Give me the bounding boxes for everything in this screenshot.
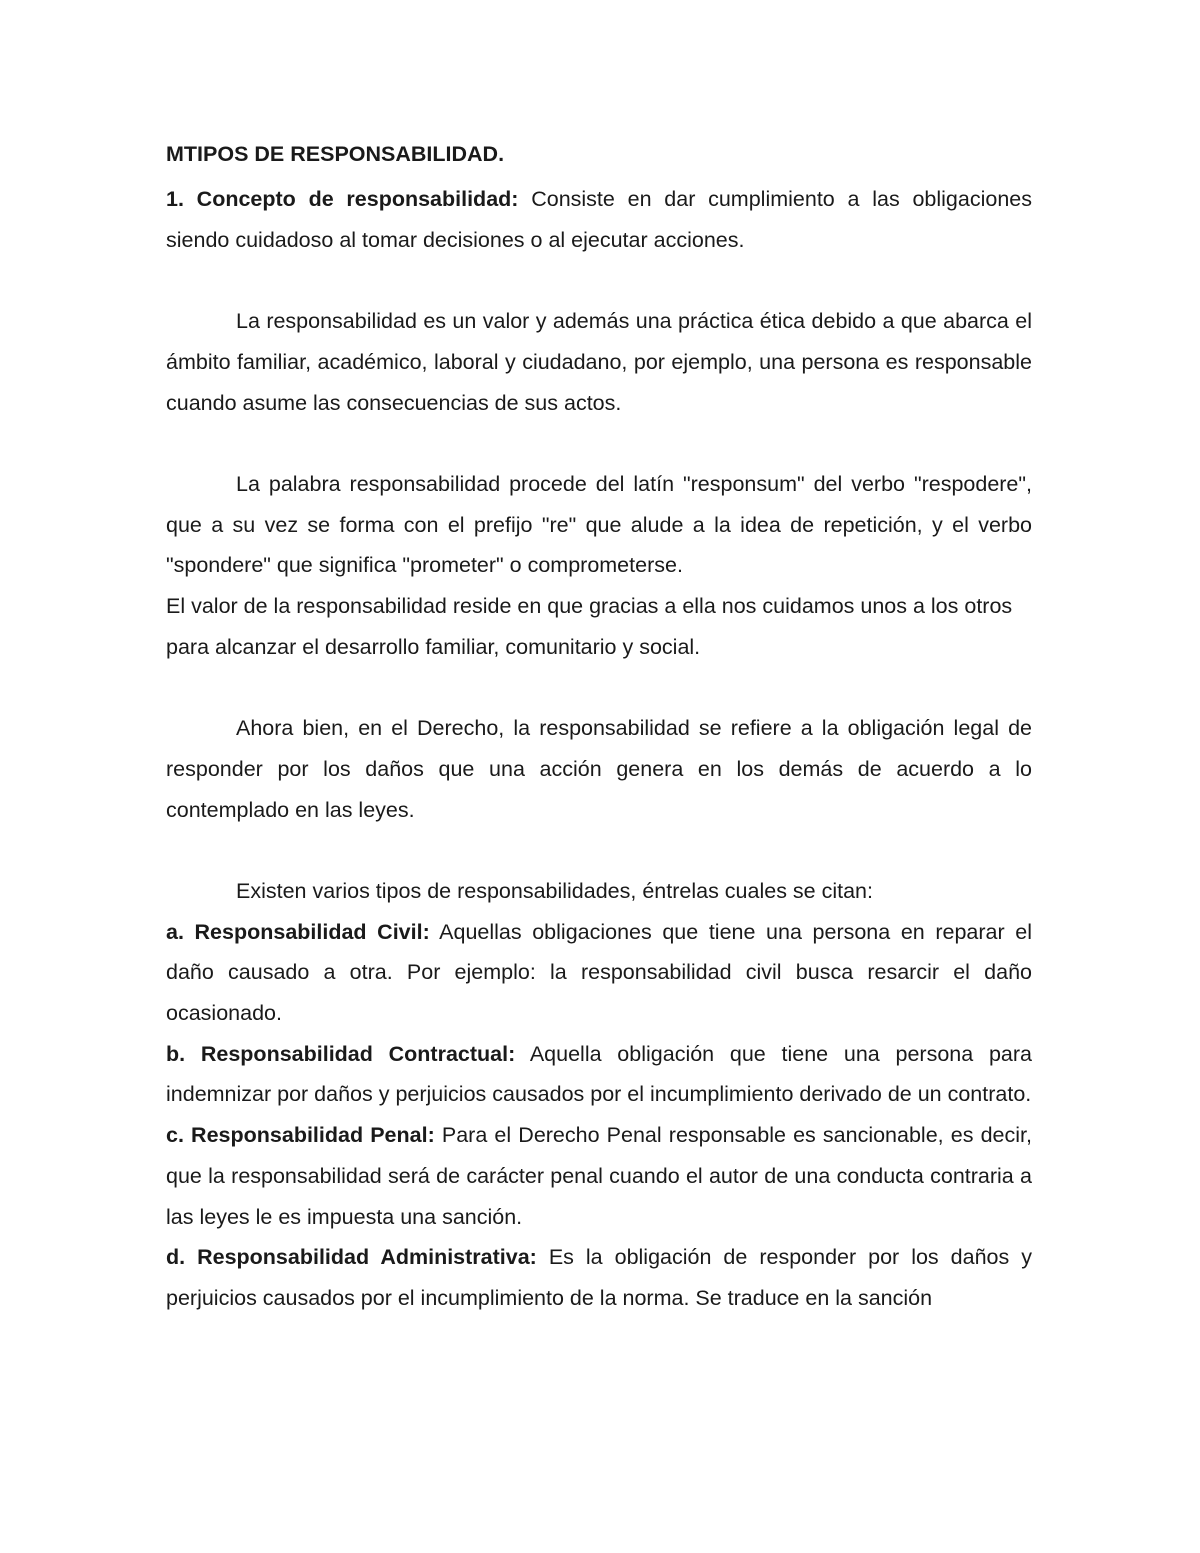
document-body <box>166 137 1032 1319</box>
type-administrativa <box>166 1237 1032 1318</box>
worth-paragraph: El valor de la responsabilidad reside en que gracias a ella nos cuidamos unos a los otros para alcanzar el desarrollo familiar, comunitario y social. <box>166 594 1013 659</box>
types-intro: Existen varios tipos de responsabilidades, éntrelas cuales se citan: <box>236 878 873 903</box>
type-penal-text: Para el Derecho Penal responsable es sancionable, es decir, que la responsabilidad será de carácter penal cuando el autor de una conducta contraria a las leyes le es impuesta una sanción. <box>166 1123 1032 1229</box>
type-administrativa-text: Es la obligación de responder por los daños y perjuicios causados por el incumplimiento de la norma. Se traduce en la sanción <box>166 1245 1032 1310</box>
concept-paragraph <box>166 179 1032 260</box>
type-administrativa-label: d. Responsabilidad Administrativa: <box>166 1245 537 1270</box>
type-penal-label: c. Responsabilidad Penal: <box>166 1123 435 1148</box>
type-penal <box>166 1115 1032 1237</box>
type-contractual-text: Aquella obligación que tiene una persona para indemnizar por daños y perjuicios causados por el incumplimiento derivado de un contrato. <box>166 1041 1032 1107</box>
type-civil-label: a. Responsabilidad Civil: <box>166 919 430 944</box>
value-paragraph: La responsabilidad es un valor y además una práctica ética debido a que abarca el ámbito familiar, académico, laboral y ciudadano, por ejemplo, una persona es responsable cuando asume las consecuencias de sus actos. <box>166 309 1032 415</box>
law-paragraph: Ahora bien, en el Derecho, la responsabilidad se refiere a la obligación legal de responder por los daños que una acción genera en los demás de acuerdo a lo contemplado en las leyes. <box>166 716 1032 822</box>
type-contractual-label: b. Responsabilidad Contractual: <box>166 1041 516 1066</box>
type-civil <box>166 912 1032 1034</box>
document-title: MTIPOS DE RESPONSABILIDAD. <box>166 142 505 166</box>
etymology-paragraph: La palabra responsabilidad procede del latín "responsum" del verbo "respodere", que a su vez se forma con el prefijo "re" que alude a la idea de repetición, y el verbo "spondere" que significa "prometer" o comprometerse. <box>166 471 1032 578</box>
type-civil-text: Aquellas obligaciones que tiene una persona en reparar el daño causado a otra. Por ejemplo: la responsabilidad civil busca resarcir el daño ocasionado. <box>166 919 1032 1025</box>
concept-text: Consiste en dar cumplimiento a las obligaciones siendo cuidadoso al tomar decisiones o al ejecutar acciones. <box>166 187 1032 252</box>
type-contractual <box>166 1034 1032 1115</box>
concept-label: 1. Concepto de responsabilidad: <box>166 187 519 211</box>
